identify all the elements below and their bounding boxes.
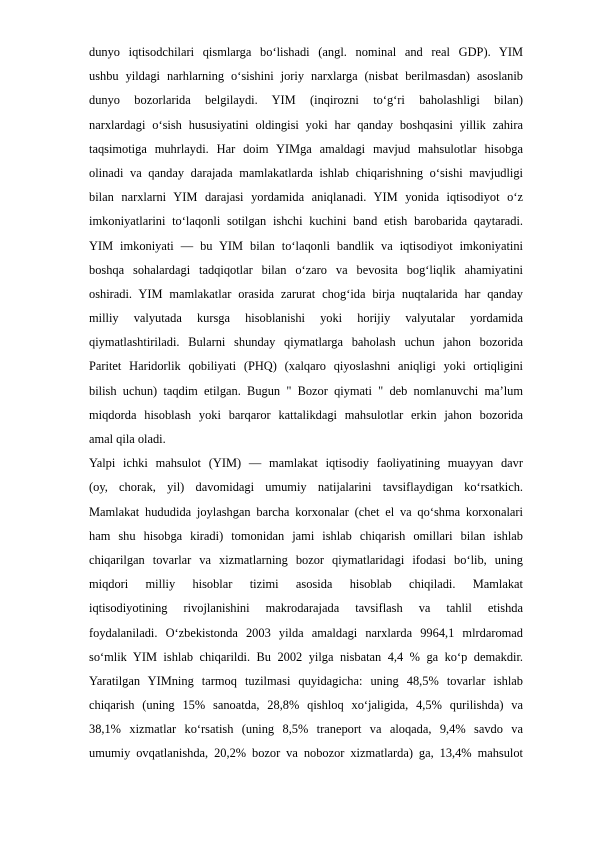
text-line: milliy valyutada kursga hisoblanishi yoki horijiy valyutalar yordamida (89, 311, 523, 326)
text-line: miqdorda hisoblash yoki barqaror kattalikdagi mahsulotlar erkin jahon bozorida (89, 407, 523, 422)
text-line: iqtisodiyotining rivojlanishini makrodarajada tavsiflash va tahlil etishda (89, 601, 523, 616)
text-line: dunyo bozorlarida belgilaydi. YIM (inqirozni to‘g‘ri baholashligi bilan) (89, 93, 523, 108)
text-line: YIM imkoniyati — bu YIM bilan to‘laqonli bandlik va iqtisodiyot imkoniyatini (89, 238, 523, 253)
text-line: Yalpi ichki mahsulot (YIM) — mamlakat iqtisodiy faoliyatining muayyan davr (89, 456, 523, 471)
text-line: so‘mlik YIM ishlab chiqarildi. Bu 2002 yilga nisbatan 4,4 % ga ko‘p demakdir. (89, 649, 523, 664)
text-line: oshiradi. YIM mamlakatlar orasida zarurat chog‘ida birja nuqtalarida har qanday (89, 286, 523, 301)
text-line: Yaratilgan YIMning tarmoq tuzilmasi quyidagicha: uning 48,5% tovarlar ishlab (89, 673, 523, 688)
text-line: olinadi va qanday darajada mamlakatlarda ishlab chiqarishning o‘sishi mavjudligi (89, 165, 523, 180)
text-line: Mamlakat hududida joylashgan barcha korxonalar (chet el va qo‘shma korxonalari (89, 504, 523, 519)
text-line: amal qila oladi. (89, 432, 166, 446)
text-line: narxlardagi o‘sish hususiyatini oldingisi yoki har qanday boshqasini yillik zahira (89, 117, 523, 132)
text-line: qiymatlashtiriladi. Bularni shunday qiymatlarga baholash uchun jahon bozorida (89, 335, 523, 350)
text-line: foydalaniladi. O‘zbekistonda 2003 yilda amaldagi narxlarda 9964,1 mlrdaromad (89, 625, 523, 640)
text-line: Paritet Haridorlik qobiliyati (PHQ) (xalqaro qiyoslashni aniqligi yoki ortiqligini (89, 359, 523, 374)
text-line: ham shu hisobga kiradi) tomonidan jami ishlab chiqarish omillari bilan ishlab (89, 528, 523, 543)
text-line: chiqarish (uning 15% sanoatda, 28,8% qishloq xo‘jaligida, 4,5% qurilishda) va (89, 698, 523, 713)
text-line: dunyo iqtisodchilari qismlarga bo‘lishadi (angl. nominal and real GDP). YIM (89, 45, 523, 59)
text-line: (oy, chorak, yil) davomidagi umumiy natijalarini tavsiflaydigan ko‘rsatkich. (89, 480, 523, 495)
text-line: miqdori milliy hisoblar tizimi asosida hisoblab chiqiladi. Mamlakat (89, 577, 523, 592)
text-line: bilan narxlarni YIM darajasi yordamida aniqlanadi. YIM yonida iqtisodiyot o‘z (89, 190, 523, 205)
text-line: chiqarilgan tovarlar va xizmatlarning bozor qiymatlaridagi ifodasi bo‘lib, uning (89, 552, 523, 567)
text-line: bilish uchun) taqdim etilgan. Bugun " Bozor qiymati " deb nomlanuvchi ma’lum (89, 383, 523, 398)
text-line: boshqa sohalardagi tadqiqotlar bilan o‘zaro va bevosita bog‘liqlik ahamiyatini (89, 262, 523, 277)
text-line: taqsimotiga muhrlaydi. Har doim YIMga amaldagi mavjud mahsulotlar hisobga (89, 141, 523, 156)
paragraph-1 (89, 40, 523, 451)
text-line: umumiy ovqatlanishda, 20,2% bozor va nobozor xizmatlarda) ga, 13,4% mahsulot (89, 746, 523, 761)
paragraph-2 (89, 451, 523, 765)
text-line: 38,1% xizmatlar ko‘rsatish (uning 8,5% traneport va aloqada, 9,4% savdo va (89, 722, 523, 737)
document-page (89, 40, 523, 766)
text-line: ushbu yildagi narhlarning o‘sishini joriy narxlarga (nisbat berilmasdan) asoslanib (89, 69, 523, 84)
text-line: imkoniyatlarini to‘laqonli sotilgan ishchi kuchini band etish barobarida qaytaradi. (89, 214, 523, 229)
